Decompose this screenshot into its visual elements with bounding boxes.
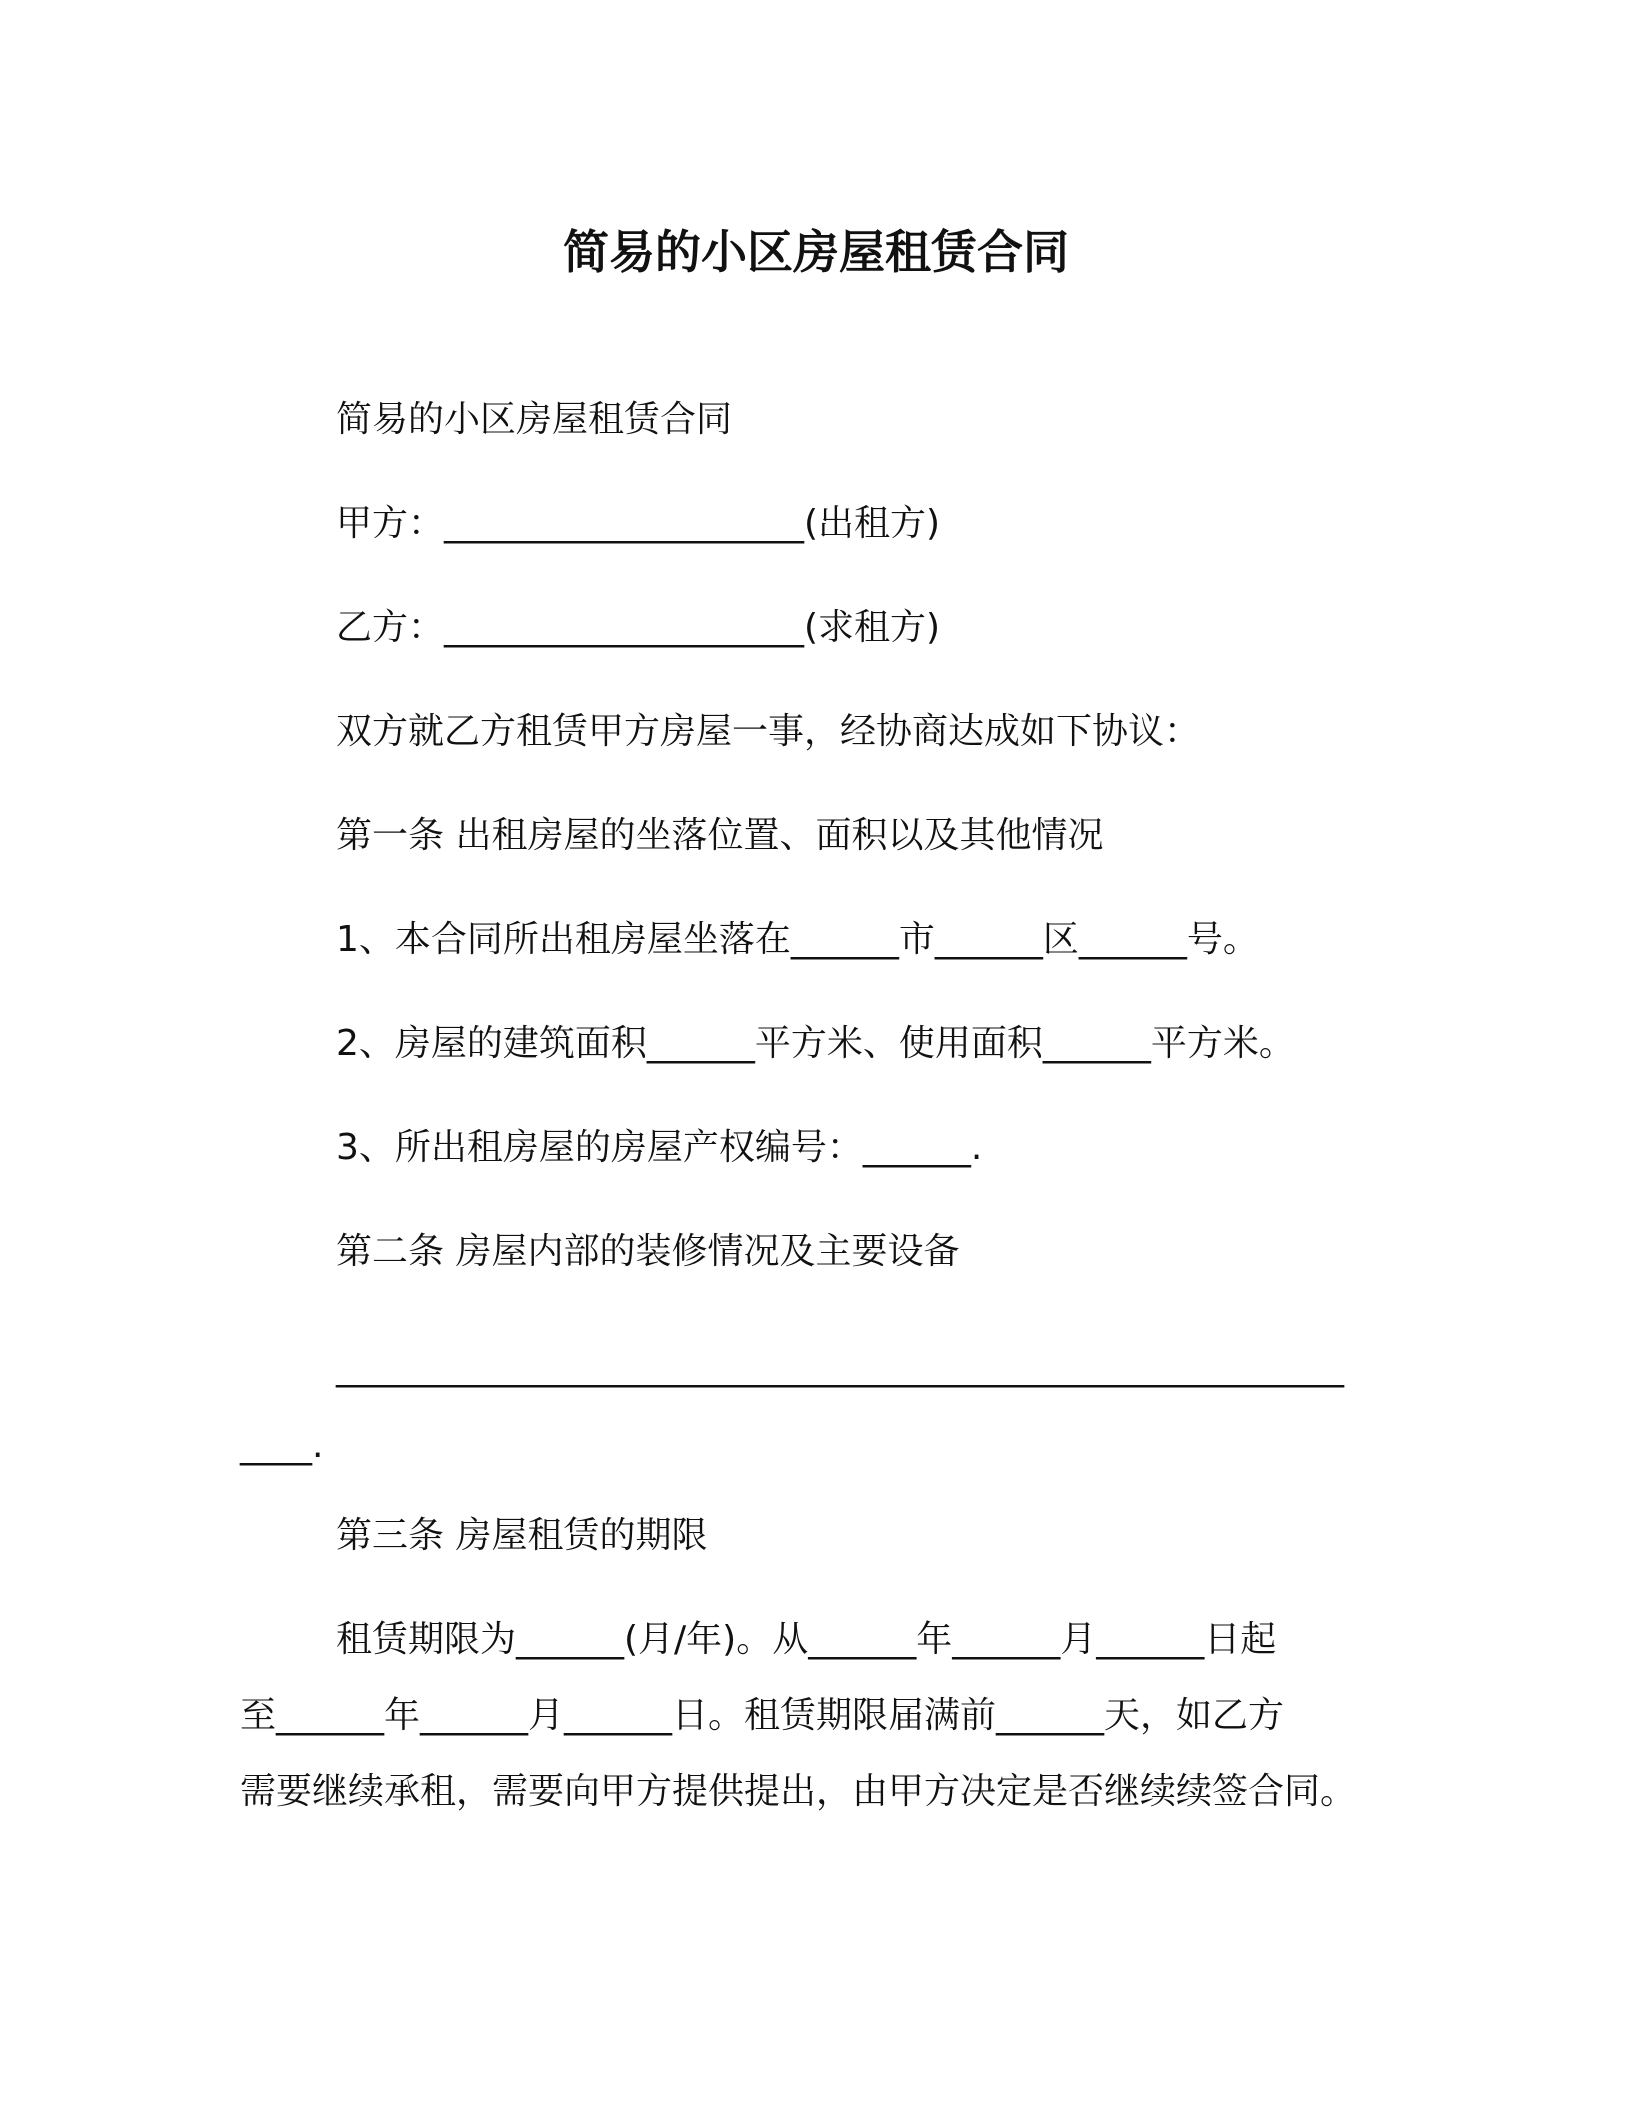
- article-1-item-3: 3、所出租房屋的房屋产权编号：______.: [336, 1127, 983, 1168]
- article-3-heading: 第三条 房屋租赁的期限: [336, 1515, 708, 1556]
- article-1-item-2: 2、房屋的建筑面积______平方米、使用面积______平方米。: [336, 1023, 1295, 1064]
- article-3-paragraph-row-1: 租赁期限为______(月/年)。从______年______月______日起: [336, 1619, 1277, 1660]
- article-2-blank-line: ________________________________________________________: [336, 1347, 1344, 1388]
- article-2-blank-line-end: ____.: [240, 1425, 324, 1466]
- article-2-heading: 第二条 房屋内部的装修情况及主要设备: [336, 1231, 960, 1272]
- article-3-paragraph-row-2: 至______年______月______日。租赁期限届满前______天，如乙方: [240, 1695, 1285, 1736]
- contract-name-line: 简易的小区房屋租赁合同: [336, 399, 733, 440]
- article-1-heading: 第一条 出租房屋的坐落位置、面积以及其他情况: [336, 815, 1104, 856]
- article-3-paragraph-row-3: 需要继续承租，需要向甲方提供提出，由甲方决定是否继续续签合同。: [240, 1771, 1357, 1812]
- party-a-line: 甲方：____________________(出租方): [336, 503, 941, 544]
- party-b-line: 乙方：____________________(求租方): [336, 607, 941, 648]
- document-title: 简易的小区房屋租赁合同: [563, 225, 1069, 279]
- agreement-intro-line: 双方就乙方租赁甲方房屋一事，经协商达成如下协议：: [336, 711, 1201, 752]
- article-1-item-1: 1、本合同所出租房屋坐落在______市______区______号。: [336, 919, 1259, 960]
